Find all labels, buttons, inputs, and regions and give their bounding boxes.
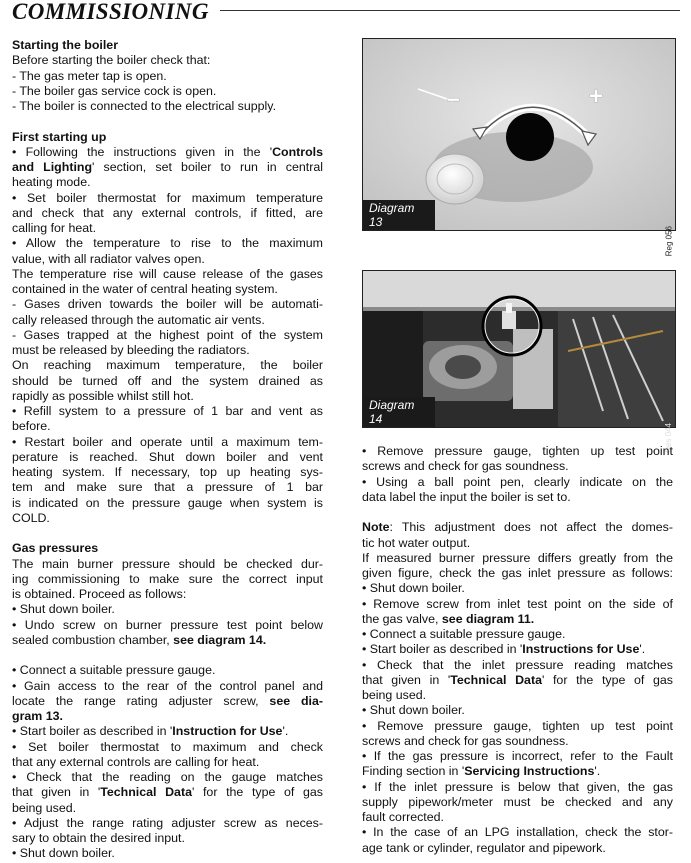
left-text-line: perature is reached. Shut down boiler and vent: [12, 449, 323, 464]
left-text-line: - The gas meter tap is open.: [12, 68, 167, 83]
left-text-line: • Adjust the range rating adjuster screw as neces-: [12, 815, 323, 830]
right-text-line: If measured burner pressure differs greatly from the: [362, 550, 673, 565]
minus-sign: −: [447, 87, 460, 112]
page-title: COMMISSIONING: [12, 0, 209, 24]
left-text-line: • Start boiler as described in 'Instruction for Use'.: [12, 724, 289, 739]
right-text-line: • If the inlet pressure is below that given, the gas: [362, 779, 673, 794]
left-text-line: The temperature rise will cause release of the gases: [12, 266, 323, 281]
right-spacer: [362, 505, 673, 520]
right-text-line: age tank or cylinder, regulator and pipework.: [362, 840, 606, 855]
left-text-line: rapidly as possible whilst still hot.: [12, 388, 194, 403]
right-text-line: Finding section in 'Servicing Instructions'.: [362, 764, 601, 779]
left-text-line: Before starting the boiler check that:: [12, 53, 211, 68]
right-text-line: screws and check for gas soundness.: [362, 459, 569, 474]
right-column: [362, 444, 673, 856]
left-text-line: tem and make sure that a pressure of 1 bar: [12, 480, 323, 495]
right-text-line: • Check that the inlet pressure reading matches: [362, 657, 673, 672]
left-text-line: • Following the instructions given in the 'Controls: [12, 144, 323, 159]
right-text-line: supply pipework/meter must be checked and any: [362, 794, 673, 809]
left-heading: Gas pressures: [12, 541, 99, 556]
left-text-line: The main burner pressure should be checked dur-: [12, 556, 323, 571]
left-spacer: [12, 648, 323, 663]
left-text-line: • Check that the reading on the gauge matches: [12, 770, 323, 784]
diagram-14-caption: Diagram 14: [363, 397, 435, 427]
left-text-line: - The boiler is connected to the electrical supply.: [12, 99, 277, 113]
left-text-line: locate the range rating adjuster screw, see dia-: [12, 693, 323, 708]
left-text-line: • Set boiler thermostat to maximum and check: [12, 739, 323, 754]
left-text-line: heating mode.: [12, 175, 91, 190]
left-text-line: - Gases trapped at the highest point of the system: [12, 327, 323, 342]
right-text-line: fault corrected.: [362, 810, 444, 824]
left-text-line: COLD.: [12, 510, 50, 525]
left-text-line: cally released through the automatic air vents.: [12, 312, 265, 327]
left-text-line: that given in 'Technical Data' for the type of gas: [12, 785, 323, 800]
right-text-line: given figure, check the gas inlet pressure as follows:: [362, 566, 673, 580]
right-text-line: that given in 'Technical Data' for the type of gas: [362, 672, 673, 687]
right-text-line: • Remove screw from inlet test point on the side of: [362, 596, 673, 611]
left-text-line: calling for heat.: [12, 221, 97, 235]
right-text-line: screws and check for gas soundness.: [362, 733, 569, 748]
left-text-line: and Lighting' section, set boiler to run in central: [12, 160, 324, 174]
left-spacer: [12, 114, 323, 129]
right-text-line: • Shut down boiler.: [362, 581, 465, 596]
left-text-line: • Refill system to a pressure of 1 bar and vent as: [12, 404, 323, 418]
left-text-line: • Undo screw on burner pressure test point below: [12, 617, 323, 632]
diagram-13-caption: Diagram 13: [363, 200, 435, 230]
left-text-line: must be released by bleeding the radiators.: [12, 343, 250, 357]
left-text-line: • Restart boiler and operate until a maximum tem-: [12, 434, 323, 449]
left-text-line: contained in the water of central heating system.: [12, 282, 278, 296]
left-text-line: heating system. If necessary, top up heating sys-: [12, 465, 323, 479]
left-text-line: • Allow the temperature to rise to the maximum: [12, 236, 323, 251]
left-text-line: that any external controls are calling for heat.: [12, 754, 260, 769]
left-text-line: gram 13.: [12, 709, 63, 723]
left-text-line: is obtained. Proceed as follows:: [12, 587, 187, 601]
left-heading: First starting up: [12, 129, 107, 144]
left-text-line: is indicated on the pressure gauge when system is: [12, 495, 323, 510]
left-spacer: [12, 526, 323, 541]
left-text-line: • Shut down boiler.: [12, 602, 115, 617]
left-text-line: - Gases driven towards the boiler will be automati-: [12, 297, 323, 312]
left-text-line: value, with all radiator valves open.: [12, 251, 205, 266]
right-text-line: • Start boiler as described in 'Instructions for Use'.: [362, 642, 646, 657]
plus-sign: +: [589, 83, 604, 110]
left-text-line: • Connect a suitable pressure gauge.: [12, 663, 216, 678]
left-text-line: sary to obtain the desired input.: [12, 831, 185, 845]
right-text-line: • Remove pressure gauge, tighten up test point: [362, 444, 673, 458]
left-text-line: • Set boiler thermostat for maximum temperature: [12, 190, 323, 205]
left-column: [12, 38, 323, 862]
left-text-line: • Shut down boiler.: [12, 846, 115, 861]
right-text-line: • Shut down boiler.: [362, 703, 465, 718]
left-text-line: and check that any external controls, if fitted, are: [12, 205, 323, 220]
diagram-13-ref: Reg 056: [664, 226, 673, 257]
right-text-line: • If the gas pressure is incorrect, refer to the Fault: [362, 749, 673, 763]
left-text-line: - The boiler gas service cock is open.: [12, 83, 217, 98]
right-text-line: the gas valve, see diagram 11.: [362, 611, 535, 626]
diagram-13-photo: [362, 38, 676, 257]
left-text-line: being used.: [12, 800, 77, 815]
right-text-line: • Remove pressure gauge, tighten up test point: [362, 718, 673, 733]
diagram-14-ref: Des 044: [664, 423, 673, 453]
left-text-line: On reaching maximum temperature, the boiler: [12, 358, 323, 373]
right-text-line: data label the input the boiler is set to.: [362, 489, 571, 504]
right-text-line: tic hot water output.: [362, 535, 471, 550]
right-text-line: • Using a ball point pen, clearly indicate on the: [362, 474, 673, 489]
left-heading: Starting the boiler: [12, 38, 119, 52]
left-text-line: should be turned off and the system drained as: [12, 373, 323, 388]
left-text-line: ing commissioning to make sure the correct input: [12, 571, 323, 586]
left-text-line: before.: [12, 419, 51, 434]
page-header: [12, 0, 680, 26]
right-text-line: Note: This adjustment does not affect the domes-: [362, 520, 673, 535]
right-text-line: being used.: [362, 688, 427, 702]
right-text-line: • In the case of an LPG installation, check the stor-: [362, 825, 673, 840]
left-text-line: • Gain access to the rear of the control panel and: [12, 678, 323, 693]
header-rule: [220, 10, 680, 11]
right-text-line: • Connect a suitable pressure gauge.: [362, 627, 566, 641]
left-text-line: sealed combustion chamber, see diagram 14.: [12, 632, 267, 647]
